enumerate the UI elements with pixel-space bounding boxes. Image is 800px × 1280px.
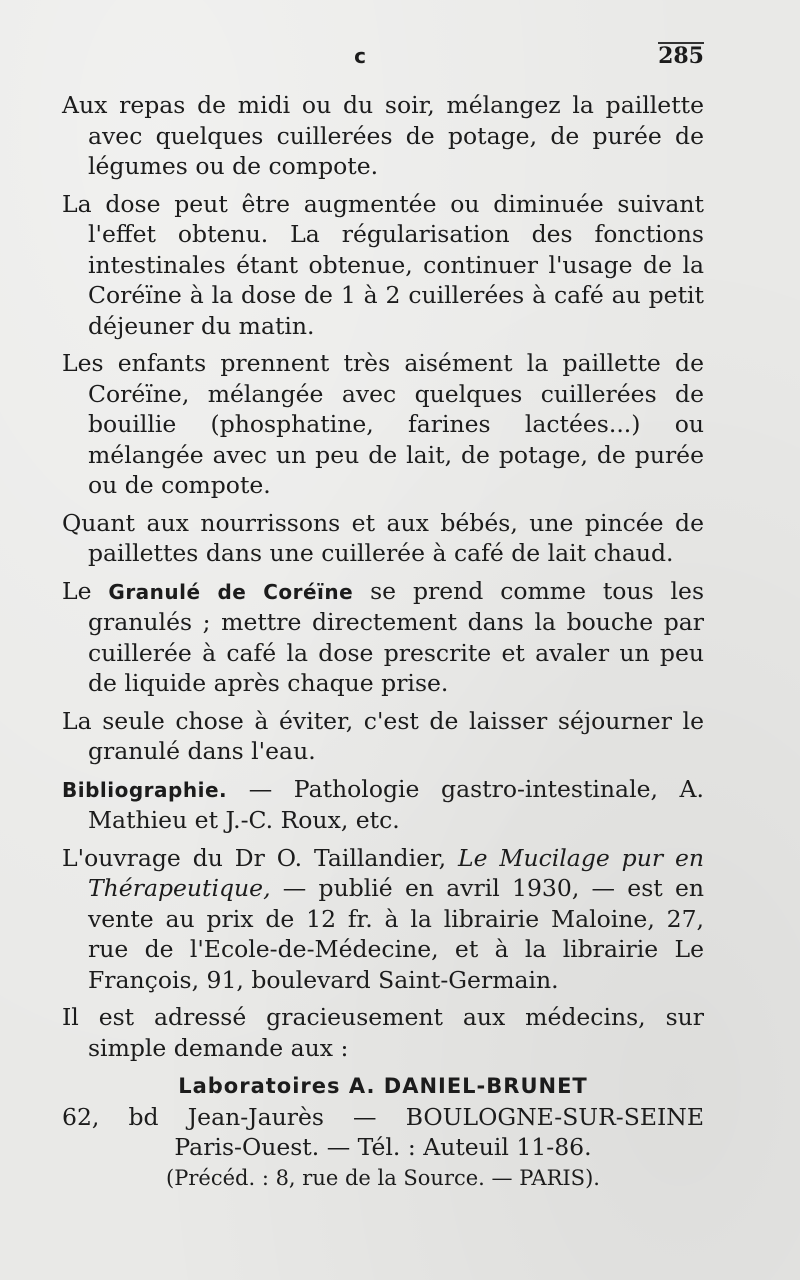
laboratory-phone: Paris-Ouest. — Tél. : Auteuil 11-86. (174, 1133, 592, 1161)
granule-product-name: Granulé de Coréïne (108, 579, 354, 604)
paragraph-infants: Quant aux nourrissons et aux bébés, une pincée de paillettes dans une cuillerée à café de lait chaud. (62, 508, 704, 567)
paragraph-dose-adjustment: La dose peut être augmentée ou diminuée suivant l'effet obtenu. La régularisation des fonctions intestinales étant obtenue, continuer l'usage de la Coréïne à la dose de 1 à 2 cuillerées à café au petit déjeuner du matin. (62, 189, 704, 340)
publication-title: Le Mucilage pur en Thérapeutique, (88, 843, 704, 902)
paragraph-warning: La seule chose à éviter, c'est de laisser séjourner le granulé dans l'eau. (62, 706, 704, 765)
paragraph-children: Les enfants prennent très aisément la paillette de Coréïne, mélangée avec quelques cuillerées de bouillie (phosphatine, farines lactées...) ou mélangée avec un peu de lait, de potage, de purée ou de compote. (62, 349, 704, 499)
paragraph-free-copy: Il est adressé gracieusement aux médecins, sur simple demande aux : (62, 1003, 704, 1062)
granule-prefix: Le (62, 576, 109, 605)
paragraph-bibliography (62, 774, 704, 836)
bibliography-heading: Bibliographie. (62, 777, 228, 802)
body-text (62, 90, 704, 1193)
bibliography-text: — Pathologie gastro-intestinale, A. Mathieu et J.-C. Roux, etc. (88, 774, 704, 834)
paragraph-publication (62, 843, 704, 996)
paragraph-meal-instructions: Aux repas de midi ou du soir, mélangez la paillette avec quelques cuillerées de potage, de purée de légumes ou de compote. (62, 91, 704, 180)
laboratory-address: 62, bd Jean-Jaurès — BOULOGNE-SUR-SEINE (62, 1102, 704, 1131)
laboratory-name: Laboratoires A. DANIEL-BRUNET (178, 1074, 588, 1098)
publication-details: — publié en avril 1930, — est en vente au prix de 12 fr. à la librairie Maloine, 27, rue de l'Ecole-de-Médecine, et à la librairie Le François, 91, boulevard Saint-Germain. (88, 874, 704, 994)
laboratory-previous-address: (Précéd. : 8, rue de la Source. — PARIS). (166, 1165, 600, 1190)
section-letter: c (354, 44, 366, 68)
granule-instructions: se prend comme tous les granulés ; mettre directement dans la bouche par cuillerée à café la dose prescrite et avaler un peu de liquide après chaque prise. (88, 576, 705, 697)
page-number: 285 (658, 43, 704, 69)
publication-prefix: L'ouvrage du Dr O. Taillandier, (62, 843, 459, 872)
paragraph-granule (62, 576, 704, 699)
